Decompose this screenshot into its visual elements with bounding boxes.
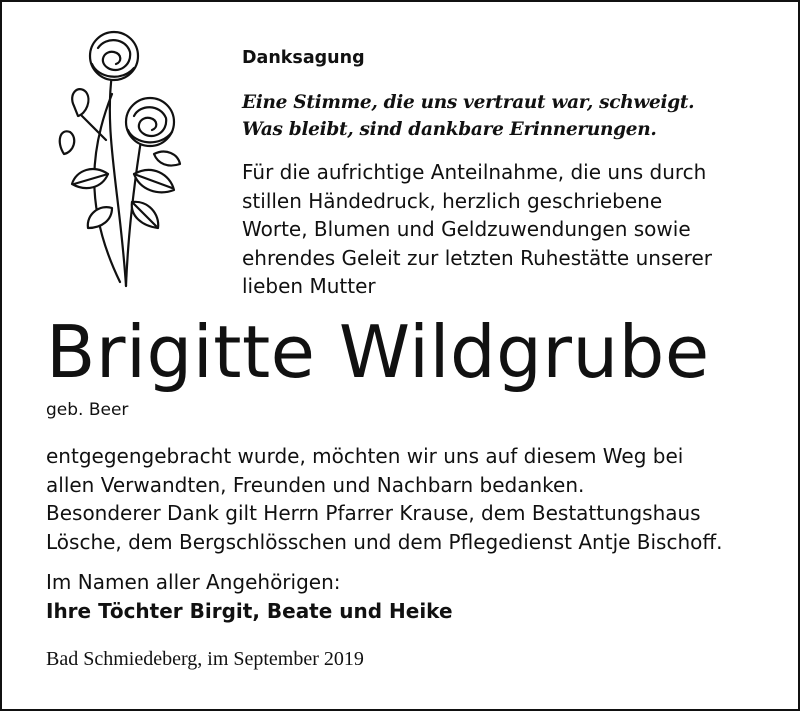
body-line: allen Verwandten, Freunden und Nachbarn bedanken. bbox=[46, 472, 585, 497]
intro-text bbox=[242, 158, 782, 301]
deceased-name: Brigitte Wildgrube bbox=[46, 310, 710, 394]
body-line: Besonderer Dank gilt Herrn Pfarrer Krause, dem Bestattungshaus bbox=[46, 501, 701, 525]
intro-line: Worte, Blumen und Geldzuwendungen sowie bbox=[242, 217, 691, 242]
intro-line: ehrendes Geleit zur letzten Ruhestätte unserer bbox=[242, 245, 712, 270]
body-text bbox=[46, 442, 723, 556]
signature-intro: Im Namen aller Angehörigen: bbox=[46, 570, 341, 594]
birth-name: geb. Beer bbox=[46, 400, 129, 420]
place-date: Bad Schmiedeberg, im September 2019 bbox=[46, 648, 364, 670]
signature-names: Ihre Töchter Birgit, Beate und Heike bbox=[46, 599, 453, 623]
intro-line: stillen Händedruck, herzlich geschriebene bbox=[242, 188, 663, 213]
quote-line-2: Was bleibt, sind dankbare Erinnerungen. bbox=[242, 119, 657, 140]
body-line: Lösche, dem Bergschlösschen und dem Pflegedienst Antje Bischoff. bbox=[46, 529, 723, 554]
intro-line: Für die aufrichtige Anteilnahme, die uns durch bbox=[242, 160, 707, 184]
heading: Danksagung bbox=[242, 48, 365, 68]
rose-illustration-icon bbox=[42, 24, 187, 296]
quote-line-1: Eine Stimme, die uns vertraut war, schweigt. bbox=[242, 92, 695, 113]
intro-line: lieben Mutter bbox=[242, 274, 376, 299]
body-line: entgegengebracht wurde, möchten wir uns auf diesem Weg bei bbox=[46, 444, 684, 468]
